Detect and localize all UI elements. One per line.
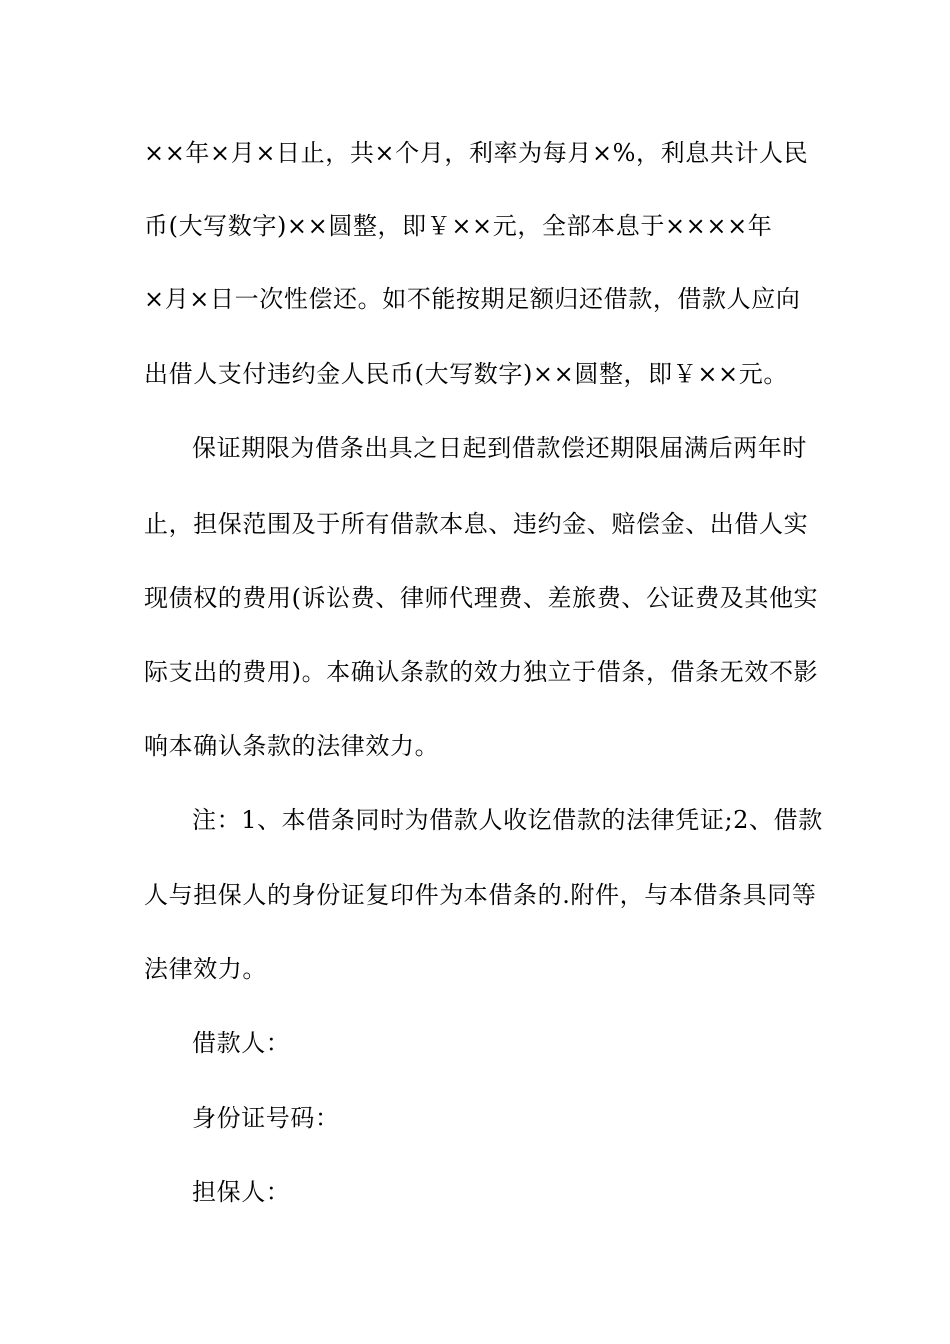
- text-line: 现债权的费用(诉讼费、律师代理费、差旅费、公证费及其他实: [144, 584, 819, 612]
- text-line: 法律效力。: [144, 955, 267, 983]
- text-line: ×月×日一次性偿还。如不能按期足额归还借款，借款人应向: [144, 285, 801, 313]
- text-line: 际支出的费用)。本确认条款的效力独立于借条，借条无效不影: [144, 658, 819, 686]
- guarantor-label: 担保人：: [192, 1178, 291, 1206]
- text-line: 响本确认条款的法律效力。: [144, 732, 440, 760]
- text-line: 止，担保范围及于所有借款本息、违约金、赔偿金、出借人实: [144, 510, 809, 538]
- text-line: 出借人支付违约金人民币(大写数字)××圆整，即￥××元。: [144, 360, 788, 388]
- borrower-label: 借款人：: [192, 1029, 291, 1057]
- note-first-line: 注：1、本借条同时为借款人收讫借款的法律凭证;2、借款: [192, 806, 823, 834]
- text-line: 币(大写数字)××圆整，即￥××元，全部本息于××××年: [144, 212, 773, 240]
- text-line: 人与担保人的身份证复印件为本借条的.附件，与本借条具同等: [144, 881, 817, 909]
- text-line: ××年×月×日止，共×个月，利率为每月×%，利息共计人民: [144, 139, 809, 167]
- id-number-label: 身份证号码：: [192, 1104, 340, 1132]
- paragraph-first-line: 保证期限为借条出具之日起到借款偿还期限届满后两年时: [192, 434, 807, 462]
